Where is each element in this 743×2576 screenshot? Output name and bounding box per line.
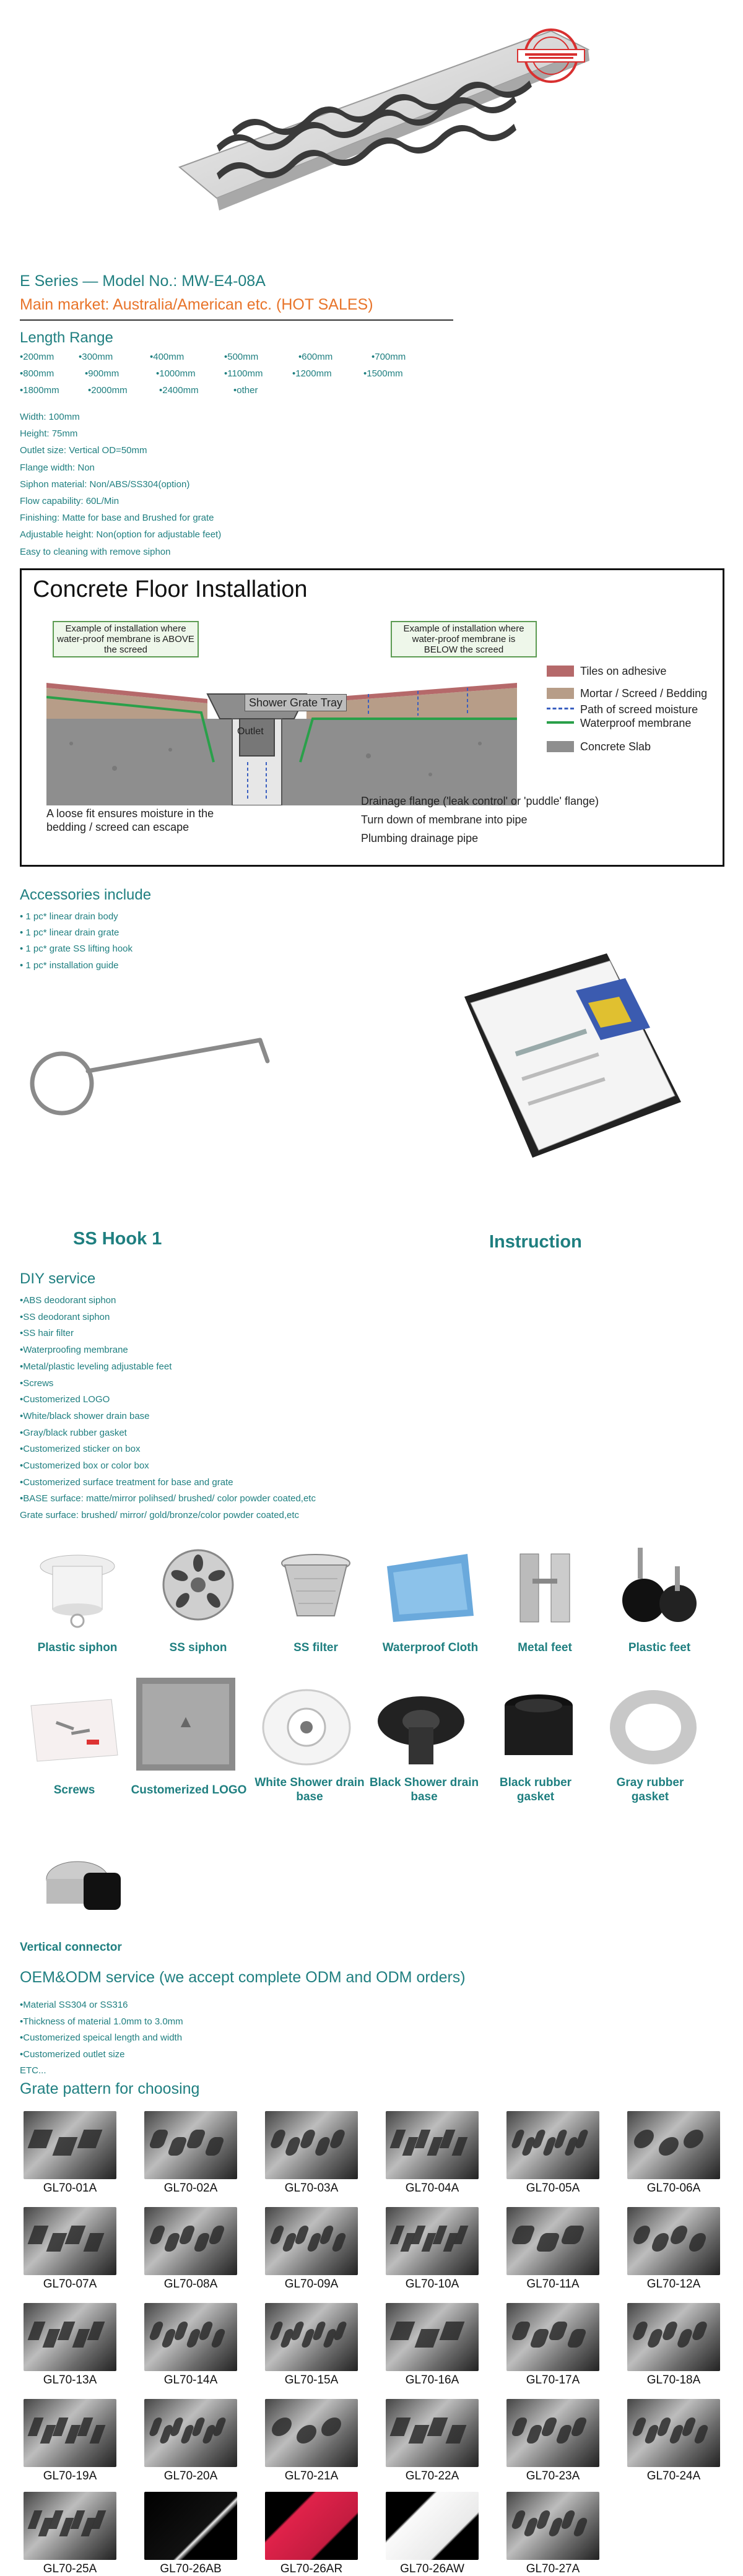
grate-pattern-image[interactable] [386, 2303, 479, 2371]
size-item: •1800mm [20, 385, 59, 396]
size-item: •400mm [150, 352, 185, 362]
spec-item: Outlet size: Vertical OD=50mm [20, 445, 147, 456]
grate-pattern-label: GL70-04A [405, 2182, 459, 2195]
white-base-icon [257, 1684, 356, 1777]
diy-item: •ABS deodorant siphon [20, 1295, 116, 1306]
diy-item: Grate surface: brushed/ mirror/ gold/bronze/color powder coated,etc [20, 1510, 300, 1521]
grate-pattern-image[interactable] [265, 2399, 358, 2467]
spec-item: Easy to cleaning with remove siphon [20, 546, 171, 557]
grate-pattern-image[interactable] [265, 2207, 358, 2275]
diy-item: •Customerized sticker on box [20, 1444, 141, 1455]
divider [20, 319, 453, 321]
diy-item: •Customerized LOGO [20, 1394, 110, 1405]
part-label: Gray rubber gasket [616, 1776, 684, 1803]
diy-item: •Metal/plastic leveling adjustable feet [20, 1361, 172, 1372]
grate-pattern-image[interactable] [24, 2111, 116, 2179]
grate-pattern-label: GL70-08A [163, 2278, 218, 2291]
accessory-item: • 1 pc* linear drain body [20, 911, 118, 922]
size-item: •1100mm [224, 368, 263, 379]
legend-mortar: Mortar / Screed / Bedding [580, 687, 708, 700]
grate-title: Grate pattern for choosing [20, 2080, 200, 2097]
legend-membrane-swatch [547, 721, 574, 724]
grate-pattern-image[interactable] [144, 2207, 237, 2275]
legend-tiles-swatch [547, 666, 574, 677]
size-item: •2000mm [88, 385, 128, 396]
size-item: •500mm [224, 352, 259, 362]
diy-item: •Screws [20, 1377, 54, 1389]
vertical-connector-icon [28, 1836, 127, 1928]
ss-hook-image [19, 1021, 279, 1121]
part-label: Black Shower drain base [369, 1776, 479, 1803]
spec-item: Finishing: Matte for base and Brushed for grate [20, 513, 214, 524]
plastic-siphon-icon [28, 1542, 127, 1634]
grate-pattern-label: GL70-16A [405, 2374, 459, 2387]
grate-pattern-label: GL70-09A [284, 2278, 339, 2291]
spec-list [20, 409, 221, 560]
grate-pattern-image[interactable] [24, 2399, 116, 2467]
grate-pattern-image[interactable] [506, 2111, 599, 2179]
grate-pattern-label: GL70-13A [43, 2374, 97, 2387]
note-flange: Drainage flange ('leak control' or 'puddle' flange) [361, 795, 599, 807]
grate-pattern-label: GL70-25A [43, 2562, 97, 2575]
diy-list [20, 1293, 316, 1524]
diy-item: •SS deodorant siphon [20, 1311, 110, 1322]
ss-siphon-icon [149, 1542, 248, 1634]
oem-item: ETC... [20, 2065, 46, 2076]
outlet-label: Outlet [237, 726, 264, 737]
grate-pattern-image[interactable] [386, 2492, 479, 2560]
oem-item: •Material SS304 or SS316 [20, 2000, 128, 2010]
accessory-item: • 1 pc* linear drain grate [20, 927, 119, 939]
grate-pattern-image[interactable] [386, 2399, 479, 2467]
grate-pattern-label: GL70-17A [526, 2374, 580, 2387]
size-item: •800mm [20, 368, 54, 379]
diy-item: •BASE surface: matte/mirror polihsed/ brushed/ color powder coated,etc [20, 1493, 316, 1504]
grate-pattern-image[interactable] [506, 2207, 599, 2275]
installation-diagram [20, 568, 724, 867]
vertical-connector-caption: Vertical connector [20, 1941, 122, 1954]
diy-item: •Gray/black rubber gasket [20, 1427, 127, 1438]
accessory-item: • 1 pc* grate SS lifting hook [20, 943, 133, 955]
grate-pattern-image[interactable] [265, 2492, 358, 2560]
grate-pattern-label: GL70-26AB [160, 2562, 222, 2575]
grate-pattern-label: GL70-20A [163, 2470, 218, 2483]
black-base-icon [372, 1684, 471, 1777]
part-label: SS filter [293, 1641, 338, 1654]
size-item: •200mm [20, 352, 54, 362]
length-range-title: Length Range [20, 329, 113, 346]
legend-slab: Concrete Slab [580, 740, 651, 753]
grate-pattern-label: GL70-26AW [400, 2562, 464, 2575]
spec-item: Width: 100mm [20, 412, 80, 422]
spec-item: Height: 75mm [20, 428, 78, 440]
note-turn-down: Turn down of membrane into pipe [361, 813, 528, 826]
oem-title: OEM&ODM service (we accept complete ODM and ODM orders) [20, 1969, 466, 1986]
grate-pattern-label: GL70-07A [43, 2278, 97, 2291]
legend-slab-swatch [547, 741, 574, 752]
legend-moisture-swatch [547, 708, 574, 709]
length-size-list [20, 352, 453, 401]
size-item: •2400mm [159, 385, 199, 396]
part-label: Customerized LOGO [131, 1784, 247, 1797]
metal-feet-icon [495, 1542, 594, 1634]
spec-item: Flow capability: 60L/Min [20, 496, 119, 507]
callout-above: Example of installation where water-proof membrane is ABOVE the screed [53, 621, 199, 657]
part-label: Plastic siphon [37, 1641, 118, 1654]
size-item: •1000mm [156, 368, 196, 379]
grate-pattern-image[interactable] [506, 2303, 599, 2371]
grate-pattern-label: GL70-19A [43, 2470, 97, 2483]
grate-pattern-image[interactable] [627, 2111, 720, 2179]
grate-pattern-label: GL70-10A [405, 2278, 459, 2291]
spec-item: Adjustable height: Non(option for adjustable feet) [20, 529, 222, 540]
grate-pattern-image[interactable] [265, 2111, 358, 2179]
grate-pattern-label: GL70-18A [646, 2374, 701, 2387]
plastic-feet-icon [610, 1542, 709, 1634]
grate-pattern-label: GL70-21A [284, 2470, 339, 2483]
callout-below: Example of installation where water-proof membrane is BELOW the screed [391, 621, 537, 657]
size-item: •700mm [372, 352, 406, 362]
grate-pattern-label: GL70-11A [526, 2278, 580, 2291]
grate-pattern-label: GL70-27A [526, 2562, 580, 2575]
grate-pattern-image[interactable] [627, 2303, 720, 2371]
grate-pattern-label: GL70-15A [284, 2374, 339, 2387]
spec-item: Flange width: Non [20, 462, 95, 473]
legend-membrane: Waterproof membrane [580, 717, 692, 729]
grate-pattern-image[interactable] [265, 2303, 358, 2371]
accessories-list [20, 909, 133, 974]
size-item: •600mm [298, 352, 333, 362]
grate-pattern-image[interactable] [144, 2303, 237, 2371]
part-label: Metal feet [518, 1641, 572, 1654]
grate-pattern-image[interactable] [144, 2111, 237, 2179]
note-loose-fit: A loose fit ensures moisture in the bedding / screed can escape [46, 807, 214, 833]
legend-moisture: Path of screed moisture [580, 703, 698, 716]
grate-pattern-image[interactable] [144, 2492, 237, 2560]
part-label: Black rubber gasket [499, 1776, 572, 1803]
hook-caption: SS Hook 1 [73, 1229, 162, 1249]
product-hero-image [142, 12, 613, 235]
instruction-caption: Instruction [489, 1232, 582, 1252]
grate-pattern-image[interactable] [24, 2492, 116, 2560]
grate-pattern-label: GL70-02A [163, 2182, 218, 2195]
grate-pattern-image[interactable] [627, 2399, 720, 2467]
size-item: •300mm [79, 352, 113, 362]
oem-list [20, 1997, 183, 2079]
grate-pattern-label: GL70-03A [284, 2182, 339, 2195]
part-label: Screws [53, 1784, 95, 1797]
diy-item: •SS hair filter [20, 1328, 74, 1339]
gray-gasket-icon [604, 1681, 703, 1774]
accessory-item: • 1 pc* installation guide [20, 960, 119, 971]
grate-pattern-label: GL70-06A [646, 2182, 701, 2195]
size-item: •1200mm [292, 368, 332, 379]
spec-item: Siphon material: Non/ABS/SS304(option) [20, 479, 190, 490]
instruction-booklet-image [452, 953, 687, 1176]
part-label: Waterproof Cloth [382, 1641, 479, 1654]
diagram-title: Concrete Floor Installation [33, 576, 308, 602]
legend-tiles: Tiles on adhesive [580, 665, 667, 677]
black-gasket-icon [489, 1681, 588, 1774]
grate-pattern-image[interactable] [386, 2207, 479, 2275]
grate-pattern-label: GL70-14A [163, 2374, 218, 2387]
size-item: •1500mm [363, 368, 403, 379]
diy-title: DIY service [20, 1270, 96, 1287]
grate-pattern-image[interactable] [24, 2303, 116, 2371]
grate-pattern-image[interactable] [627, 2207, 720, 2275]
oem-item: •Customerized outlet size [20, 2049, 125, 2060]
note-pipe: Plumbing drainage pipe [361, 832, 479, 844]
part-label: Plastic feet [628, 1641, 691, 1654]
waterproof-cloth-icon [381, 1542, 480, 1634]
size-item: •other [233, 385, 258, 396]
diy-item: •Customerized box or color box [20, 1460, 149, 1472]
oem-item: •Thickness of material 1.0mm to 3.0mm [20, 2016, 183, 2027]
part-label: SS siphon [169, 1641, 227, 1654]
svg-text:▲: ▲ [177, 1712, 194, 1731]
legend-mortar-swatch [547, 688, 574, 699]
grate-pattern-label: GL70-24A [646, 2470, 701, 2483]
oem-item: •Customerized speical length and width [20, 2032, 183, 2044]
tray-label: Shower Grate Tray [245, 694, 347, 711]
grate-pattern-label: GL70-23A [526, 2470, 580, 2483]
grate-pattern-label: GL70-01A [43, 2182, 97, 2195]
grate-pattern-image[interactable] [144, 2399, 237, 2467]
screws-icon [25, 1681, 124, 1774]
accessories-title: Accessories include [20, 887, 152, 903]
grate-pattern-image[interactable] [24, 2207, 116, 2275]
grate-pattern-label: GL70-05A [526, 2182, 580, 2195]
grate-pattern-image[interactable] [386, 2111, 479, 2179]
part-label: White Shower drain base [254, 1776, 365, 1803]
grate-pattern-image[interactable] [506, 2492, 599, 2560]
market-line: Main market: Australia/American etc. (HOT SALES) [20, 296, 373, 313]
grate-pattern-image[interactable] [506, 2399, 599, 2467]
ss-filter-icon [266, 1542, 365, 1634]
grate-pattern-label: GL70-12A [646, 2278, 701, 2291]
diy-item: •Customerized surface treatment for base and grate [20, 1477, 233, 1488]
grate-pattern-label: GL70-26AR [280, 2562, 343, 2575]
size-item: •900mm [85, 368, 119, 379]
model-line: E Series — Model No.: MW-E4-08A [20, 272, 266, 290]
diy-item: •White/black shower drain base [20, 1410, 150, 1421]
diy-item: •Waterproofing membrane [20, 1345, 128, 1356]
logo-icon [136, 1678, 235, 1771]
grate-pattern-label: GL70-22A [405, 2470, 459, 2483]
